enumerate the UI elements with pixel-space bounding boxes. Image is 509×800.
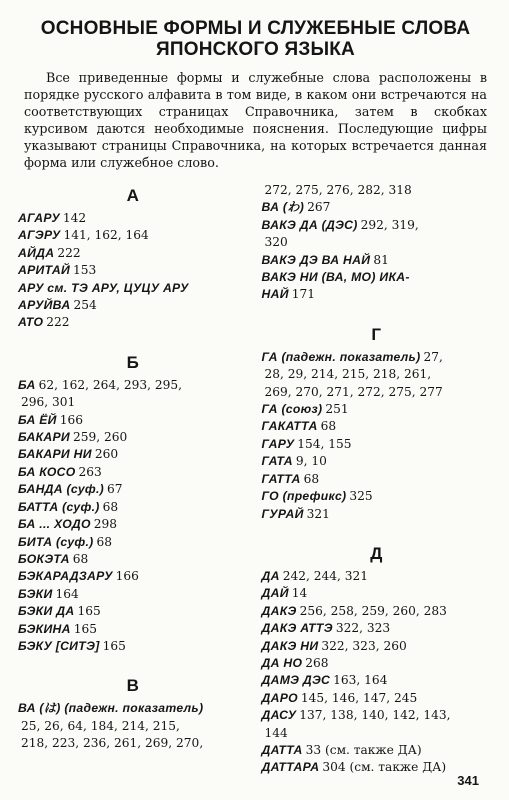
index-entry: [262, 436, 492, 453]
index-entry: [18, 638, 248, 655]
title-line-1: ОСНОВНЫЕ ФОРМЫ И СЛУЖЕБНЫЕ СЛОВА: [40, 18, 471, 39]
entry-page-refs: 254: [73, 298, 97, 313]
index-entry: [18, 262, 248, 279]
entry-headword: БЭКАРАДЗАРУ: [18, 569, 113, 584]
section-gap: [18, 332, 248, 349]
entry-page-refs: 218, 223, 236, 261, 269, 270,: [21, 736, 204, 751]
entry-page-refs: 153: [73, 263, 97, 278]
entry-headword: АГЭРУ: [18, 228, 61, 243]
entry-headword: ДАРО: [261, 690, 298, 705]
entry-page-refs: 137, 138, 140, 142, 143,: [299, 708, 451, 723]
entry-headword: ГАТА: [261, 454, 293, 469]
entry-page-refs: 272, 275, 276, 282, 318: [264, 183, 412, 197]
index-entry: [262, 506, 492, 523]
entry-page-refs: 322, 323: [335, 621, 391, 636]
entry-headword: ДАТТАРА: [261, 760, 320, 775]
entry-headword: БЭКИ ДА: [18, 604, 75, 619]
entry-page-refs: 154, 155: [297, 436, 352, 451]
entry-page-refs: 166: [115, 569, 139, 584]
entry-page-refs: 165: [77, 604, 101, 619]
entry-page-refs: 68: [96, 534, 113, 549]
index-entry: [18, 446, 248, 463]
page-number: 341: [457, 773, 479, 788]
entry-page-refs: 165: [73, 621, 98, 636]
entry-page-refs: 145, 146, 147, 245: [300, 690, 418, 705]
section-letter: А: [126, 186, 139, 205]
index-entry: [262, 252, 492, 269]
entry-page-refs: 144: [264, 725, 288, 740]
entry-continuation: [262, 234, 492, 251]
entry-headword: НАЙ: [261, 287, 289, 302]
title-line-2: ЯПОНСКОГО ЯЗЫКА: [156, 39, 355, 60]
entry-headword: ДА НО: [261, 655, 303, 670]
entry-headword: ВА (は) (падежн. показатель): [18, 701, 204, 716]
index-entry: [262, 620, 492, 637]
index-entry: [18, 551, 248, 568]
index-entry: [18, 586, 248, 603]
index-entry: [18, 516, 248, 533]
entry-headword: БАНДА (суф.): [18, 482, 105, 497]
entry-page-refs: 298: [93, 517, 118, 532]
entry-headword: ДАКЭ НИ: [261, 638, 319, 653]
index-entry: [18, 429, 248, 446]
entry-page-refs: 259, 260: [72, 430, 128, 445]
entry-page-refs: 68: [102, 499, 119, 514]
index-entry: [18, 464, 248, 481]
index-entry: [262, 568, 492, 585]
index-entry: [262, 707, 492, 724]
entry-headword: БА ... ХОДО: [18, 517, 91, 532]
index-entry: [262, 286, 492, 303]
index-entry: [18, 499, 248, 516]
entry-headword: ДАЙ: [261, 586, 289, 601]
index-entry: [18, 314, 248, 331]
entry-page-refs: 260: [94, 447, 119, 462]
entry-continuation: [18, 735, 248, 752]
index-entry: [18, 568, 248, 585]
entry-headword: ДА: [261, 568, 280, 583]
entry-page-refs: 242, 244, 321: [282, 568, 368, 583]
index-entry: [18, 280, 248, 297]
entry-continuation: [262, 366, 492, 383]
entry-headword: БЭКУ [СИТЭ]: [18, 638, 100, 653]
index-entry: [262, 585, 492, 602]
index-entry: [18, 603, 248, 620]
entry-page-refs: 292, 319,: [360, 217, 419, 232]
index-entry: [18, 227, 248, 244]
left-column: [18, 182, 248, 777]
entry-headword: ВАКЭ ДА (ДЭС): [261, 217, 358, 232]
index-entry: [18, 412, 248, 429]
index-entry: [18, 210, 248, 227]
entry-headword: БАКАРИ: [18, 430, 70, 445]
section-letter: В: [126, 676, 139, 696]
entry-headword: ГУРАЙ: [261, 506, 304, 521]
entry-page-refs: 68: [303, 471, 320, 486]
entry-headword: АРИТАЙ: [18, 263, 71, 278]
index-entry: [18, 534, 248, 551]
entry-headword: АЙДА: [18, 245, 55, 260]
index-entry: [262, 603, 492, 620]
entry-headword: БОКЭТА: [18, 551, 70, 566]
section-gap: [262, 523, 492, 540]
entry-headword: АРУ см. ТЭ АРУ, ЦУЦУ АРУ: [18, 280, 189, 295]
entry-page-refs: 296, 301: [21, 395, 76, 410]
entry-continuation: [18, 718, 248, 735]
entry-headword: БА ЁЙ: [18, 412, 57, 427]
entry-headword: ГАРУ: [261, 436, 295, 451]
entry-page-refs: 67: [107, 482, 123, 497]
entry-page-refs: 14: [291, 586, 308, 601]
entry-continuation: [262, 182, 492, 199]
entry-headword: БИТА (суф.): [18, 534, 94, 549]
entry-headword: БА КОСО: [18, 464, 76, 479]
right-column: [262, 182, 492, 777]
entry-page-refs: 325: [349, 489, 373, 504]
index-entry: [262, 672, 492, 689]
entry-page-refs: 320: [264, 235, 288, 250]
index-entry: [262, 471, 492, 488]
entry-headword: АРУЙВА: [18, 298, 71, 313]
entry-headword: ДАТТА: [261, 742, 303, 757]
entry-headword: БАТТА (суф.): [18, 499, 100, 514]
index-columns: [18, 182, 491, 777]
entry-headword: ГАКАТТА: [261, 419, 318, 434]
entry-headword: ГО (префикс): [261, 489, 347, 504]
entry-page-refs: 222: [46, 315, 70, 330]
entry-page-refs: 256, 258, 259, 260, 283: [299, 603, 447, 618]
entry-headword: ВАКЭ НИ (ВА, МО) ИКА-: [261, 270, 410, 285]
entry-headword: ВА (わ): [261, 200, 305, 215]
entry-page-refs: 304 (см. также ДА): [322, 760, 447, 775]
entry-headword: ДАСУ: [261, 708, 297, 723]
entry-page-refs: 171: [291, 287, 316, 302]
entry-headword: БЭКИ: [18, 586, 53, 601]
entry-headword: БАКАРИ НИ: [18, 447, 92, 462]
entry-page-refs: 25, 26, 64, 184, 214, 215,: [21, 718, 180, 733]
entry-page-refs: 68: [320, 419, 337, 434]
entry-page-refs: 28, 29, 214, 215, 218, 261,: [264, 367, 432, 382]
entry-page-refs: 68: [72, 551, 89, 566]
intro-paragraph: Все приведенные формы и служебные слова расположены в порядке русского алфавита в том виде, в каком они встречаются на соответствующих страницах Справочника, затем в скобках курсивом даются необходимые пояснения. Последующие цифры указывают страницы Справочника, на которых встречается данная форма или служебное слово.: [24, 70, 487, 170]
index-entry: [262, 488, 492, 505]
entry-page-refs: 222: [57, 245, 81, 260]
entry-page-refs: 81: [373, 252, 389, 267]
entry-headword: ДАКЭ АТТЭ: [261, 621, 333, 636]
index-entry: [262, 418, 492, 435]
index-entry: [18, 621, 248, 638]
index-entry: [262, 453, 492, 470]
entry-continuation: [262, 384, 492, 401]
index-entry: [262, 638, 492, 655]
entry-page-refs: 165: [102, 638, 126, 653]
index-entry: [262, 269, 492, 286]
section-letter: Д: [370, 543, 383, 563]
index-entry: [262, 655, 492, 672]
entry-headword: БА: [18, 377, 36, 392]
entry-headword: ДАКЭ: [261, 603, 297, 618]
index-entry: [18, 297, 248, 314]
entry-page-refs: 166: [59, 412, 84, 427]
index-entry: [262, 199, 492, 216]
entry-page-refs: 33 (см. также ДА): [305, 742, 422, 757]
entry-page-refs: 268: [305, 655, 329, 670]
entry-headword: АГАРУ: [18, 211, 60, 225]
entry-page-refs: 322, 323, 260: [321, 638, 407, 653]
entry-page-refs: 9, 10: [295, 454, 327, 469]
entry-page-refs: 164: [55, 586, 79, 601]
index-entry: [262, 349, 492, 366]
entry-page-refs: 27,: [423, 349, 443, 364]
index-entry: [262, 742, 492, 759]
index-entry: [18, 481, 248, 498]
entry-page-refs: 263: [78, 464, 102, 479]
entry-continuation: [262, 725, 492, 742]
entry-page-refs: 141, 162, 164: [63, 228, 149, 243]
entry-headword: ДАМЭ ДЭС: [261, 673, 331, 688]
entry-headword: АТО: [18, 315, 44, 330]
entry-page-refs: 321: [306, 506, 330, 521]
entry-page-refs: 163, 164: [333, 673, 388, 688]
entry-headword: БЭКИНА: [18, 621, 71, 636]
entry-page-refs: 269, 270, 271, 272, 275, 277: [264, 384, 443, 399]
entry-page-refs: 142: [62, 211, 87, 225]
section-gap: [18, 655, 248, 672]
entry-page-refs: 267: [307, 200, 331, 215]
entry-continuation: [18, 394, 248, 411]
entry-headword: ГА (падежн. показатель): [261, 349, 421, 364]
entry-headword: ГА (союз): [261, 402, 323, 417]
section-letter: Г: [371, 324, 382, 344]
section-gap: [262, 304, 492, 321]
entry-headword: ВАКЭ ДЭ ВА НАЙ: [261, 252, 371, 267]
index-entry: [262, 690, 492, 707]
index-entry: [262, 217, 492, 234]
entry-page-refs: 251: [325, 402, 349, 417]
entry-headword: ГАТТА: [261, 471, 301, 486]
index-entry: [18, 245, 248, 262]
index-entry: [18, 377, 248, 394]
index-entry: [18, 700, 248, 717]
index-entry: [262, 401, 492, 418]
entry-page-refs: 62, 162, 264, 293, 295,: [38, 377, 183, 392]
page-title: [24, 18, 487, 60]
section-letter: Б: [126, 352, 139, 372]
